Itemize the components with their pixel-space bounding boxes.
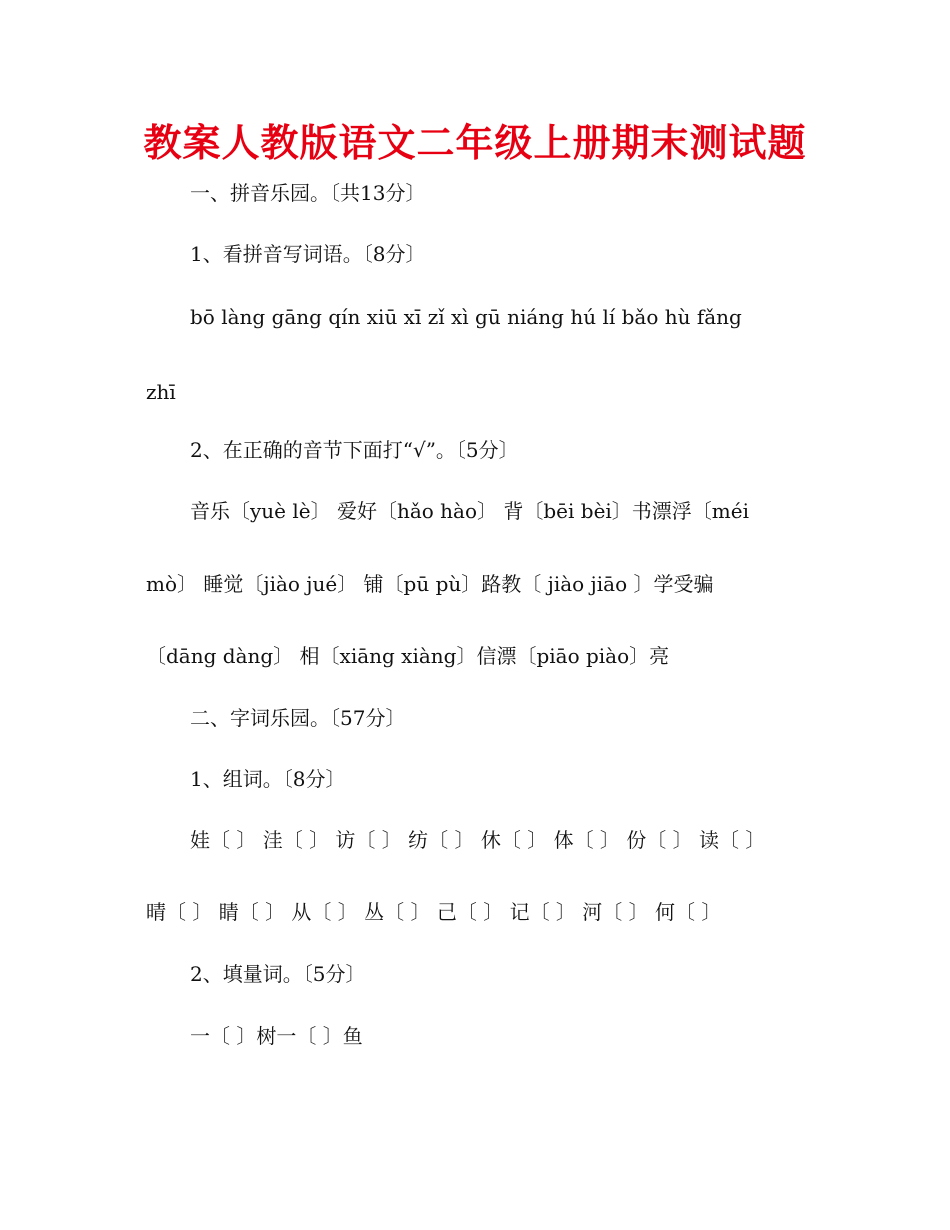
section-heading-pinyin: 一、拼音乐园。〔共13分〕: [190, 181, 426, 205]
question-heading-form-words: 1、组词。〔8分〕: [190, 767, 346, 791]
measure-word-blanks-line: 一〔 〕树一〔 〕鱼: [190, 1024, 363, 1048]
question-heading-write-words: 1、看拼音写词语。〔8分〕: [190, 242, 426, 266]
document-title: 教案人教版语文二年级上册期末测试题: [143, 121, 807, 165]
question-heading-check-syllables: 2、在正确的音节下面打“√”。〔5分〕: [190, 438, 519, 462]
pinyin-line: bō làng gāng qín xiū xī zǐ xì gū niáng hú lí bǎo hù fǎng: [190, 305, 742, 329]
word-blanks-line: 晴〔 〕 睛〔 〕 从〔 〕 丛〔 〕 己〔 〕 记〔 〕 河〔 〕 何〔 〕: [146, 900, 722, 924]
section-heading-words: 二、字词乐园。〔57分〕: [190, 706, 406, 730]
question-heading-measure-words: 2、填量词。〔5分〕: [190, 962, 366, 986]
syllable-choice-line: 音乐〔yuè lè〕 爱好〔hǎo hào〕 背〔bēi bèi〕书漂浮〔méi: [190, 499, 749, 523]
word-blanks-line: 娃〔 〕 洼〔 〕 访〔 〕 纺〔 〕 休〔 〕 体〔 〕 份〔 〕 读〔 〕: [190, 828, 766, 852]
syllable-choice-line: 〔dāng dàng〕 相〔xiāng xiàng〕信漂〔piāo piào〕亮: [146, 644, 670, 668]
pinyin-line-continued: zhī: [146, 380, 176, 404]
syllable-choice-line: mò〕 睡觉〔jiào jué〕 铺〔pū pù〕路教〔 jiào jiāo 〕学受骗: [146, 572, 714, 596]
